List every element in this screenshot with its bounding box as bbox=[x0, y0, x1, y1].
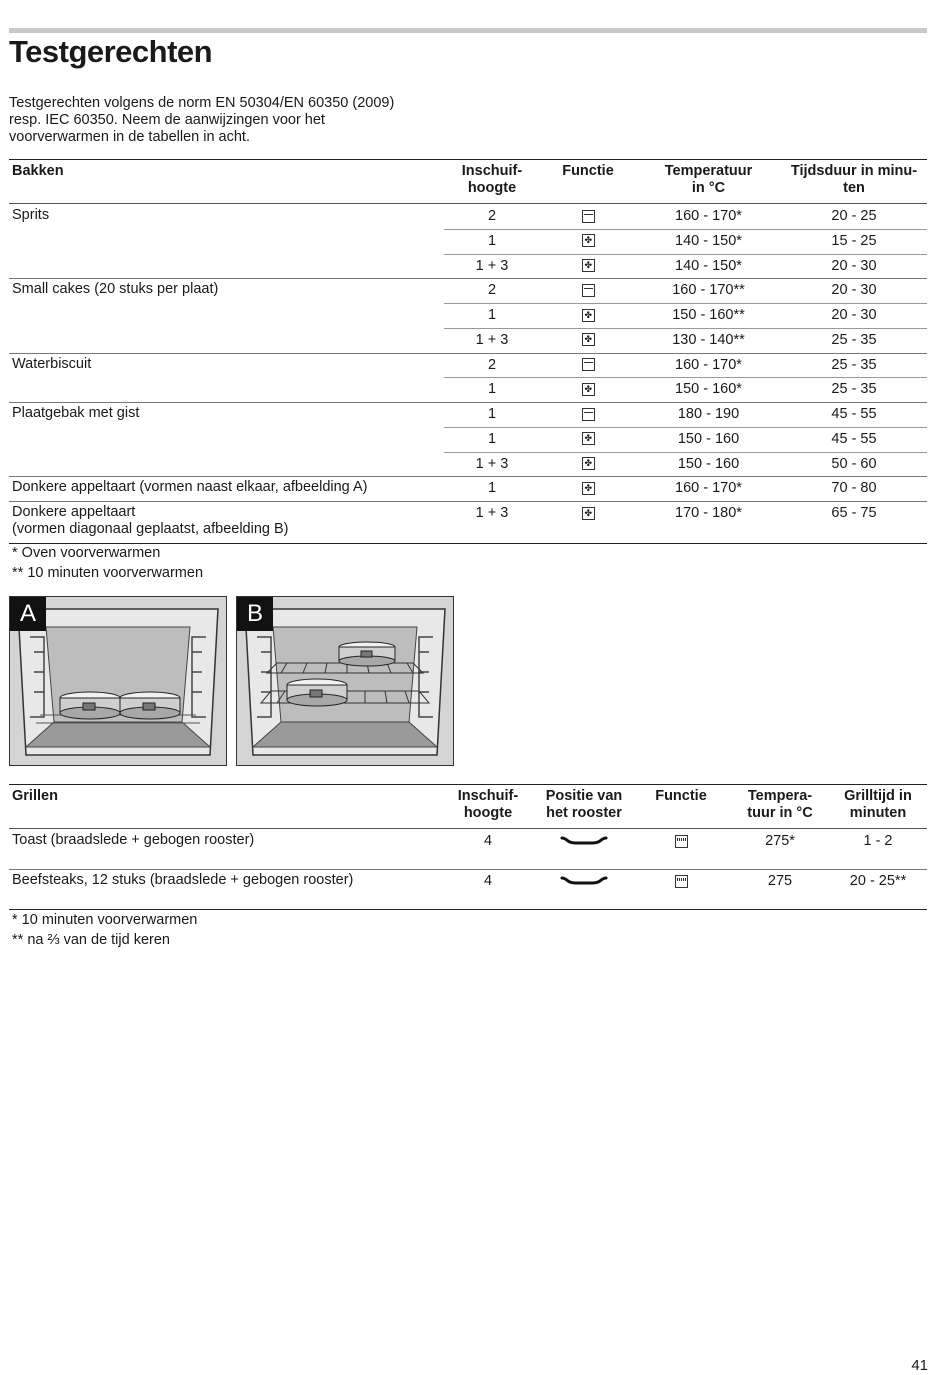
col-level-header bbox=[439, 788, 537, 822]
duration-cell: 70 - 80 bbox=[831, 480, 877, 497]
table-row bbox=[9, 328, 927, 353]
table-row bbox=[9, 476, 927, 501]
table-row bbox=[9, 204, 927, 229]
dish-name: Beefsteaks, 12 stuks (braadslede + gebogen rooster) bbox=[12, 872, 354, 888]
hot-air-icon: ✤ bbox=[582, 309, 595, 322]
level-cell: 2 bbox=[487, 282, 497, 299]
header-line: Tijdsduur in minu- bbox=[790, 163, 918, 179]
dish-name-line: Small cakes (20 stuks per plaat) bbox=[12, 281, 219, 298]
level-cell: 1 bbox=[487, 232, 497, 249]
temperature-cell: 150 - 160 bbox=[677, 455, 740, 472]
table-row bbox=[9, 278, 927, 303]
header-line: hoogte bbox=[467, 180, 517, 196]
hot-air-icon: ✤ bbox=[582, 383, 595, 396]
col-function-header: Functie bbox=[655, 788, 707, 804]
header-line: Temperatuur bbox=[664, 163, 753, 179]
function-cell bbox=[540, 258, 636, 275]
grilling-table-header bbox=[9, 784, 927, 829]
header-line: Inschuif- bbox=[457, 788, 519, 804]
level-cell: 2 bbox=[487, 356, 497, 373]
duration-cell: 25 - 35 bbox=[831, 331, 877, 348]
temperature-cell: 150 - 160* bbox=[675, 381, 742, 398]
footnote: ** na ⅔ van de tijd keren bbox=[12, 932, 170, 948]
table-row bbox=[9, 254, 927, 279]
header-line: Positie van bbox=[545, 788, 623, 804]
function-cell bbox=[540, 357, 636, 374]
temperature-cell: 180 - 190 bbox=[677, 406, 740, 422]
intro-text bbox=[9, 95, 469, 146]
header-line: Grilltijd in bbox=[844, 788, 912, 804]
header-line: hoogte bbox=[463, 805, 513, 821]
function-cell bbox=[540, 332, 636, 349]
temperature-cell: 160 - 170* bbox=[675, 208, 742, 224]
temperature-cell: 160 - 170** bbox=[672, 282, 745, 299]
duration-cell: 20 - 25 bbox=[831, 208, 877, 224]
temperature-cell: 170 - 180* bbox=[675, 505, 742, 521]
dish-name-line: Waterbiscuit bbox=[12, 355, 92, 372]
baking-table bbox=[9, 159, 927, 543]
col-time-header bbox=[781, 163, 927, 197]
col-level-header bbox=[444, 163, 540, 197]
level-cell: 1 + 3 bbox=[475, 505, 509, 521]
dish-name-line: Plaatgebak met gist bbox=[12, 405, 140, 421]
curved-rack-icon bbox=[559, 873, 609, 887]
header-rule bbox=[9, 28, 927, 33]
table-row bbox=[9, 353, 927, 378]
table-row bbox=[9, 229, 927, 254]
table-row bbox=[9, 427, 927, 452]
hot-air-icon: ✤ bbox=[582, 507, 595, 520]
grill-icon bbox=[675, 875, 688, 888]
footnote: ** 10 minuten voorverwarmen bbox=[12, 565, 204, 581]
col-temp-header bbox=[731, 788, 829, 822]
function-cell bbox=[540, 381, 636, 398]
header-line: Tempera- bbox=[747, 788, 813, 804]
figure-a bbox=[9, 596, 227, 766]
grill-icon bbox=[675, 835, 688, 848]
hot-air-icon: ✤ bbox=[582, 482, 595, 495]
hot-air-icon: ✤ bbox=[582, 432, 595, 445]
temperature-cell: 150 - 160 bbox=[677, 430, 740, 447]
col-dish-header: Grillen bbox=[12, 788, 58, 804]
baking-table-header bbox=[9, 159, 927, 204]
level-cell: 1 + 3 bbox=[475, 257, 509, 274]
figure-b bbox=[236, 596, 454, 766]
function-cell bbox=[540, 282, 636, 299]
header-line: Inschuif- bbox=[461, 163, 523, 179]
level-cell: 1 bbox=[487, 430, 497, 447]
duration-cell: 20 - 30 bbox=[831, 282, 877, 299]
figure-b-label: B bbox=[237, 597, 273, 631]
page-title: Testgerechten bbox=[9, 34, 213, 69]
duration-cell: 20 - 30 bbox=[831, 307, 877, 323]
dish-name-line: Donkere appeltaart (vormen naast elkaar, afbeelding A) bbox=[12, 479, 368, 496]
hot-air-icon: ✤ bbox=[582, 333, 595, 346]
duration-cell: 20 - 30 bbox=[831, 257, 877, 274]
function-cell bbox=[631, 873, 731, 890]
dish-name-line: (vormen diagonaal geplaatst, afbeelding B) bbox=[12, 521, 289, 537]
table-row bbox=[9, 402, 927, 427]
top-bottom-heat-icon bbox=[582, 408, 595, 421]
temperature-cell: 160 - 170* bbox=[675, 480, 742, 497]
col-position-header bbox=[537, 788, 631, 822]
grilling-table bbox=[9, 784, 927, 909]
temperature-cell: 140 - 150* bbox=[675, 232, 742, 249]
duration-cell: 20 - 25** bbox=[849, 873, 907, 889]
dish-name-line: Donkere appeltaart bbox=[12, 504, 136, 520]
level-cell: 1 bbox=[487, 406, 497, 422]
figure-a-label: A bbox=[10, 597, 46, 631]
intro-line: Testgerechten volgens de norm EN 50304/EN 60350 (2009) bbox=[9, 95, 395, 111]
footnote: * Oven voorverwarmen bbox=[12, 545, 161, 561]
temperature-cell: 150 - 160** bbox=[672, 307, 745, 323]
intro-line: resp. IEC 60350. Neem de aanwijzingen voor het bbox=[9, 112, 325, 128]
table-row bbox=[9, 829, 927, 869]
duration-cell: 65 - 75 bbox=[831, 505, 877, 521]
temperature-cell: 275 bbox=[767, 873, 793, 889]
table-row bbox=[9, 377, 927, 402]
level-cell: 1 bbox=[487, 381, 497, 398]
function-cell bbox=[540, 431, 636, 448]
level-cell: 4 bbox=[483, 873, 493, 889]
function-cell bbox=[540, 208, 636, 225]
level-cell: 1 + 3 bbox=[475, 455, 509, 472]
rack-position-cell bbox=[537, 833, 631, 852]
grilling-table-body bbox=[9, 829, 927, 909]
duration-cell: 15 - 25 bbox=[831, 232, 877, 249]
baking-footnotes bbox=[12, 543, 203, 583]
function-cell bbox=[540, 233, 636, 250]
duration-cell: 25 - 35 bbox=[831, 356, 877, 373]
intro-line: voorverwarmen in de tabellen in acht. bbox=[9, 129, 250, 145]
duration-cell: 50 - 60 bbox=[831, 455, 877, 472]
header-line: in °C bbox=[691, 180, 726, 196]
header-line: tuur in °C bbox=[747, 805, 813, 821]
footnote: * 10 minuten voorverwarmen bbox=[12, 912, 198, 928]
grilling-footnotes bbox=[12, 910, 197, 950]
top-bottom-heat-icon bbox=[582, 284, 595, 297]
table-row bbox=[9, 501, 927, 526]
header-line: ten bbox=[843, 180, 865, 196]
function-cell bbox=[540, 406, 636, 423]
duration-cell: 25 - 35 bbox=[831, 381, 877, 398]
table-row bbox=[9, 452, 927, 477]
hot-air-icon: ✤ bbox=[582, 259, 595, 272]
top-bottom-heat-icon bbox=[582, 210, 595, 223]
temperature-cell: 160 - 170* bbox=[675, 356, 742, 373]
temperature-cell: 275* bbox=[765, 833, 795, 849]
function-cell bbox=[540, 505, 636, 522]
duration-cell: 45 - 55 bbox=[831, 406, 877, 422]
page-number: 41 bbox=[911, 1357, 928, 1374]
col-dish-header: Bakken bbox=[12, 163, 64, 179]
level-cell: 1 bbox=[487, 307, 497, 323]
rack-position-cell bbox=[537, 873, 631, 892]
hot-air-icon: ✤ bbox=[582, 457, 595, 470]
level-cell: 1 bbox=[487, 480, 497, 497]
header-line: minuten bbox=[849, 805, 907, 821]
col-time-header bbox=[829, 788, 927, 822]
dish-name-line: Sprits bbox=[12, 207, 50, 223]
col-function-header: Functie bbox=[562, 163, 614, 179]
duration-cell: 1 - 2 bbox=[863, 833, 893, 849]
temperature-cell: 130 - 140** bbox=[672, 331, 745, 348]
hot-air-icon: ✤ bbox=[582, 234, 595, 247]
col-temp-header bbox=[636, 163, 781, 197]
baking-table-body bbox=[9, 204, 927, 543]
function-cell bbox=[540, 307, 636, 324]
top-bottom-heat-icon bbox=[582, 358, 595, 371]
function-cell bbox=[540, 456, 636, 473]
table-row bbox=[9, 869, 927, 909]
level-cell: 2 bbox=[487, 208, 497, 224]
level-cell: 1 + 3 bbox=[475, 331, 509, 348]
function-cell bbox=[631, 833, 731, 850]
curved-rack-icon bbox=[559, 833, 609, 847]
level-cell: 4 bbox=[483, 833, 493, 849]
temperature-cell: 140 - 150* bbox=[675, 257, 742, 274]
table-row bbox=[9, 303, 927, 328]
header-line: het rooster bbox=[546, 805, 622, 821]
function-cell bbox=[540, 480, 636, 497]
dish-name: Toast (braadslede + gebogen rooster) bbox=[12, 832, 255, 848]
duration-cell: 45 - 55 bbox=[831, 430, 877, 447]
